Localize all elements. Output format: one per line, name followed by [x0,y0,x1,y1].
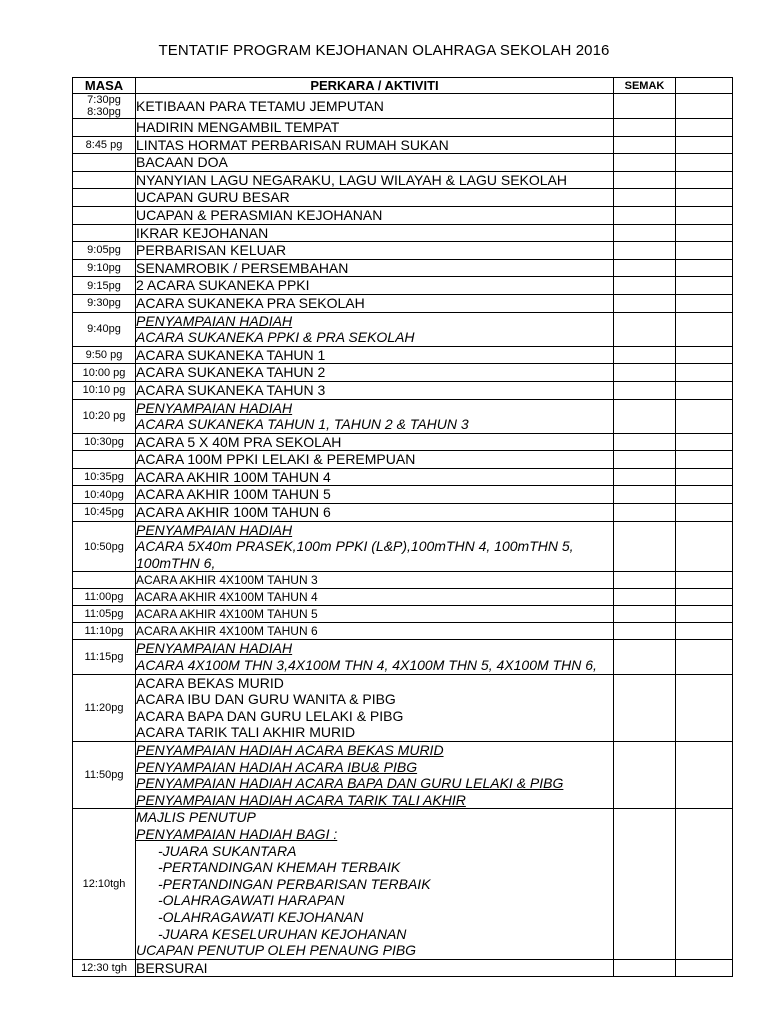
blank-cell [676,809,733,959]
time-cell [73,451,136,469]
activity-text: UCAPAN PENUTUP OLEH PENAUNG PIBG [136,942,417,959]
time-cell [73,589,136,606]
header-perkara-aktiviti: PERKARA / AKTIVITI [136,78,614,94]
time-text: 12:10tgh [82,878,126,891]
activity-cell [136,206,614,224]
blank-cell [676,277,733,295]
semak-cell [614,154,676,172]
activity-text: ACARA AKHIR 4X100M TAHUN 5 [136,606,318,621]
activity-text: PENYAMPAIAN HADIAH [136,521,293,538]
time-cell [73,206,136,224]
time-text: 9:50 pg [85,349,123,362]
table-row [73,294,733,312]
activity-text: NYANYIAN LAGU NEGARAKU, LAGU WILAYAH & LAGU SEKOLAH [136,171,568,188]
table-row [73,94,733,119]
blank-cell [676,468,733,486]
time-cell [73,959,136,977]
time-text: 10:45pg [84,506,124,519]
table-row [73,224,733,242]
semak-cell [614,242,676,260]
time-cell [73,468,136,486]
time-cell [73,242,136,260]
time-cell [73,277,136,295]
table-row [73,572,733,589]
activity-text: ACARA AKHIR 4X100M TAHUN 6 [136,623,318,638]
time-text: 10:30pg [84,435,124,448]
blank-cell [676,94,733,119]
activity-cell [136,346,614,364]
table-row [73,468,733,486]
semak-cell [614,451,676,469]
activity-text: -OLAHRAGAWATI HARAPAN [158,892,345,909]
activity-cell [136,623,614,640]
table-header-row [73,78,733,94]
blank-cell [676,171,733,189]
time-text: 7:30pg [87,94,121,106]
time-text: 9:05pg [87,244,121,257]
blank-cell [676,606,733,623]
activity-cell [136,521,614,572]
activity-text: PENYAMPAIAN HADIAH ACARA BEKAS MURID [136,742,444,758]
blank-cell [676,294,733,312]
time-cell [73,572,136,589]
table-row [73,381,733,399]
activity-cell [136,451,614,469]
activity-text: KETIBAAN PARA TETAMU JEMPUTAN [136,97,384,114]
blank-cell [676,312,733,346]
blank-cell [676,742,733,809]
activity-cell [136,136,614,154]
blank-cell [676,242,733,260]
header-blank [676,78,733,94]
time-cell [73,364,136,382]
semak-cell [614,171,676,189]
semak-cell [614,206,676,224]
time-cell [73,623,136,640]
blank-cell [676,259,733,277]
activity-text: PENYAMPAIAN HADIAH ACARA TARIK TALI AKHIR [136,791,466,808]
activity-text: ACARA AKHIR 4X100M TAHUN 4 [136,589,318,604]
activity-cell [136,242,614,260]
table-row [73,136,733,154]
time-cell [73,742,136,809]
time-cell [73,189,136,207]
activity-cell [136,572,614,589]
time-cell [73,171,136,189]
table-row [73,364,733,382]
blank-cell [676,959,733,977]
activity-text: ACARA SUKANEKA TAHUN 3 [136,381,326,398]
activity-text: ACARA IBU DAN GURU WANITA & PIBG [136,691,396,708]
semak-cell [614,742,676,809]
semak-cell [614,381,676,399]
activity-text: SENAMROBIK / PERSEMBAHAN [136,259,349,276]
activity-cell [136,959,614,977]
time-cell [73,809,136,959]
semak-cell [614,346,676,364]
activity-cell [136,154,614,172]
table-row [73,259,733,277]
semak-cell [614,399,676,433]
table-row [73,606,733,623]
activity-text: -JUARA KESELURUHAN KEJOHANAN [158,925,407,942]
blank-cell [676,154,733,172]
blank-cell [676,189,733,207]
activity-text: 100mTHN 6, [136,554,216,571]
semak-cell [614,94,676,119]
activity-text: ACARA BAPA DAN GURU LELAKI & PIBG [136,707,404,724]
time-cell [73,504,136,522]
table-row [73,154,733,172]
blank-cell [676,433,733,451]
blank-cell [676,640,733,674]
activity-text: -JUARA SUKANTARA [158,842,297,859]
table-row [73,742,733,809]
table-row [73,959,733,977]
activity-cell [136,224,614,242]
activity-text: PENYAMPAIAN HADIAH [136,399,293,416]
semak-cell [614,119,676,137]
activity-text: PERBARISAN KELUAR [136,242,287,259]
semak-cell [614,623,676,640]
time-cell [73,346,136,364]
table-row [73,623,733,640]
activity-text: ACARA 4X100M THN 3,4X100M THN 4, 4X100M THN 5, 4X100M THN 6, [136,657,597,674]
activity-text: ACARA SUKANEKA TAHUN 2 [136,364,326,381]
table-row [73,189,733,207]
semak-cell [614,433,676,451]
semak-cell [614,504,676,522]
activity-text: ACARA BEKAS MURID [136,674,284,691]
activity-text: ACARA TARIK TALI AKHIR MURID [136,724,356,741]
activity-text: ACARA AKHIR 100M TAHUN 4 [136,468,331,485]
semak-cell [614,674,676,741]
time-cell [73,154,136,172]
activity-text: ACARA AKHIR 100M TAHUN 5 [136,486,331,503]
table-row [73,521,733,572]
table-row [73,206,733,224]
activity-cell [136,94,614,119]
activity-text: ACARA SUKANEKA TAHUN 1 [136,346,326,363]
semak-cell [614,486,676,504]
activity-text: MAJLIS PENUTUP [136,809,256,826]
blank-cell [676,206,733,224]
activity-text: PENYAMPAIAN HADIAH [136,312,293,329]
blank-cell [676,521,733,572]
activity-text: 2 ACARA SUKANEKA PPKI [136,277,310,294]
time-cell [73,119,136,137]
document-title: TENTATIF PROGRAM KEJOHANAN OLAHRAGA SEKOLAH 2016 [158,42,610,59]
table-row [73,242,733,260]
blank-cell [676,136,733,154]
time-text: 8:30pg [87,106,121,118]
blank-cell [676,119,733,137]
time-text: 11:05pg [84,608,124,621]
activity-cell [136,277,614,295]
activity-cell [136,433,614,451]
time-cell [73,224,136,242]
time-text: 9:40pg [87,323,121,336]
activity-cell [136,399,614,433]
table-row [73,674,733,741]
activity-text: PENYAMPAIAN HADIAH ACARA BAPA DAN GURU LELAKI & PIBG [136,775,564,792]
time-cell [73,259,136,277]
semak-cell [614,589,676,606]
semak-cell [614,364,676,382]
blank-cell [676,399,733,433]
blank-cell [676,589,733,606]
time-cell [73,381,136,399]
header-semak: SEMAK [614,78,676,94]
time-cell [73,94,136,119]
activity-cell [136,742,614,809]
time-text: 8:45 pg [85,138,123,151]
blank-cell [676,381,733,399]
time-text: 9:15pg [87,279,121,292]
time-cell [73,521,136,572]
table-row [73,640,733,674]
activity-text: ACARA SUKANEKA PPKI & PRA SEKOLAH [136,329,415,346]
semak-cell [614,294,676,312]
activity-text: ACARA AKHIR 100M TAHUN 6 [136,504,331,521]
activity-cell [136,259,614,277]
table-row [73,171,733,189]
activity-cell [136,119,614,137]
activity-text: IKRAR KEJOHANAN [136,224,269,241]
table-row [73,433,733,451]
table-row [73,809,733,959]
activity-text: ACARA AKHIR 4X100M TAHUN 3 [136,572,318,587]
blank-cell [676,451,733,469]
activity-cell [136,381,614,399]
time-text: 12:30 tgh [81,962,127,975]
semak-cell [614,640,676,674]
time-text: 11:10pg [84,625,124,638]
semak-cell [614,312,676,346]
blank-cell [676,623,733,640]
activity-text: ACARA 5X40m PRASEK,100m PPKI (L&P),100mTHN 4, 100mTHN 5, [136,538,574,555]
activity-cell [136,504,614,522]
blank-cell [676,364,733,382]
table-row [73,346,733,364]
activity-text: PENYAMPAIAN HADIAH ACARA IBU& PIBG [136,758,418,775]
activity-cell [136,312,614,346]
activity-text: ACARA 5 X 40M PRA SEKOLAH [136,433,342,450]
table-row [73,399,733,433]
activity-cell [136,589,614,606]
activity-text: -OLAHRAGAWATI KEJOHANAN [158,908,364,925]
blank-cell [676,224,733,242]
activity-cell [136,640,614,674]
table-row [73,277,733,295]
semak-cell [614,959,676,977]
time-text: 11:50pg [84,769,124,782]
time-text: 11:15pg [84,651,124,664]
semak-cell [614,189,676,207]
time-cell [73,294,136,312]
time-text: 9:10pg [87,262,121,275]
time-cell [73,136,136,154]
activity-text: UCAPAN GURU BESAR [136,189,290,206]
time-cell [73,399,136,433]
header-masa: MASA [73,78,136,94]
semak-cell [614,521,676,572]
semak-cell [614,809,676,959]
semak-cell [614,277,676,295]
activity-cell [136,674,614,741]
time-cell [73,486,136,504]
activity-cell [136,809,614,959]
activity-cell [136,364,614,382]
time-text: 10:50pg [84,540,124,553]
table-row [73,451,733,469]
activity-text: -PERTANDINGAN KHEMAH TERBAIK [158,859,401,876]
table-row [73,589,733,606]
activity-text: BERSURAI [136,959,208,976]
activity-text: ACARA SUKANEKA PRA SEKOLAH [136,294,365,311]
blank-cell [676,486,733,504]
time-text: 10:00 pg [82,366,126,379]
activity-cell [136,486,614,504]
semak-cell [614,259,676,277]
semak-cell [614,136,676,154]
time-text: 9:30pg [87,297,121,310]
semak-cell [614,572,676,589]
blank-cell [676,504,733,522]
time-cell [73,640,136,674]
blank-cell [676,346,733,364]
activity-text: ACARA SUKANEKA TAHUN 1, TAHUN 2 & TAHUN 3 [136,416,469,433]
time-text: 10:20 pg [82,410,126,423]
activity-cell [136,171,614,189]
time-text: 10:10 pg [82,384,126,397]
semak-cell [614,468,676,486]
activity-cell [136,606,614,623]
time-text: 10:35pg [84,471,124,484]
blank-cell [676,674,733,741]
activity-cell [136,468,614,486]
time-cell [73,433,136,451]
activity-cell [136,189,614,207]
semak-cell [614,606,676,623]
table-row [73,312,733,346]
blank-cell [676,572,733,589]
activity-text: BACAAN DOA [136,154,228,171]
table-row [73,119,733,137]
table-row [73,504,733,522]
activity-text: PENYAMPAIAN HADIAH BAGI : [136,825,338,842]
activity-text: LINTAS HORMAT PERBARISAN RUMAH SUKAN [136,136,449,153]
schedule-table [72,77,733,977]
activity-text: UCAPAN & PERASMIAN KEJOHANAN [136,206,383,223]
time-text: 10:40pg [84,488,124,501]
time-text: 11:20pg [84,701,124,714]
time-cell [73,674,136,741]
time-cell [73,606,136,623]
activity-text: HADIRIN MENGAMBIL TEMPAT [136,119,340,135]
activity-cell [136,294,614,312]
table-row [73,486,733,504]
activity-text: PENYAMPAIAN HADIAH [136,640,293,657]
activity-text: ACARA 100M PPKI LELAKI & PEREMPUAN [136,451,416,468]
semak-cell [614,224,676,242]
activity-text: -PERTANDINGAN PERBARISAN TERBAIK [158,875,431,892]
time-cell [73,312,136,346]
time-text: 11:00pg [84,591,124,604]
